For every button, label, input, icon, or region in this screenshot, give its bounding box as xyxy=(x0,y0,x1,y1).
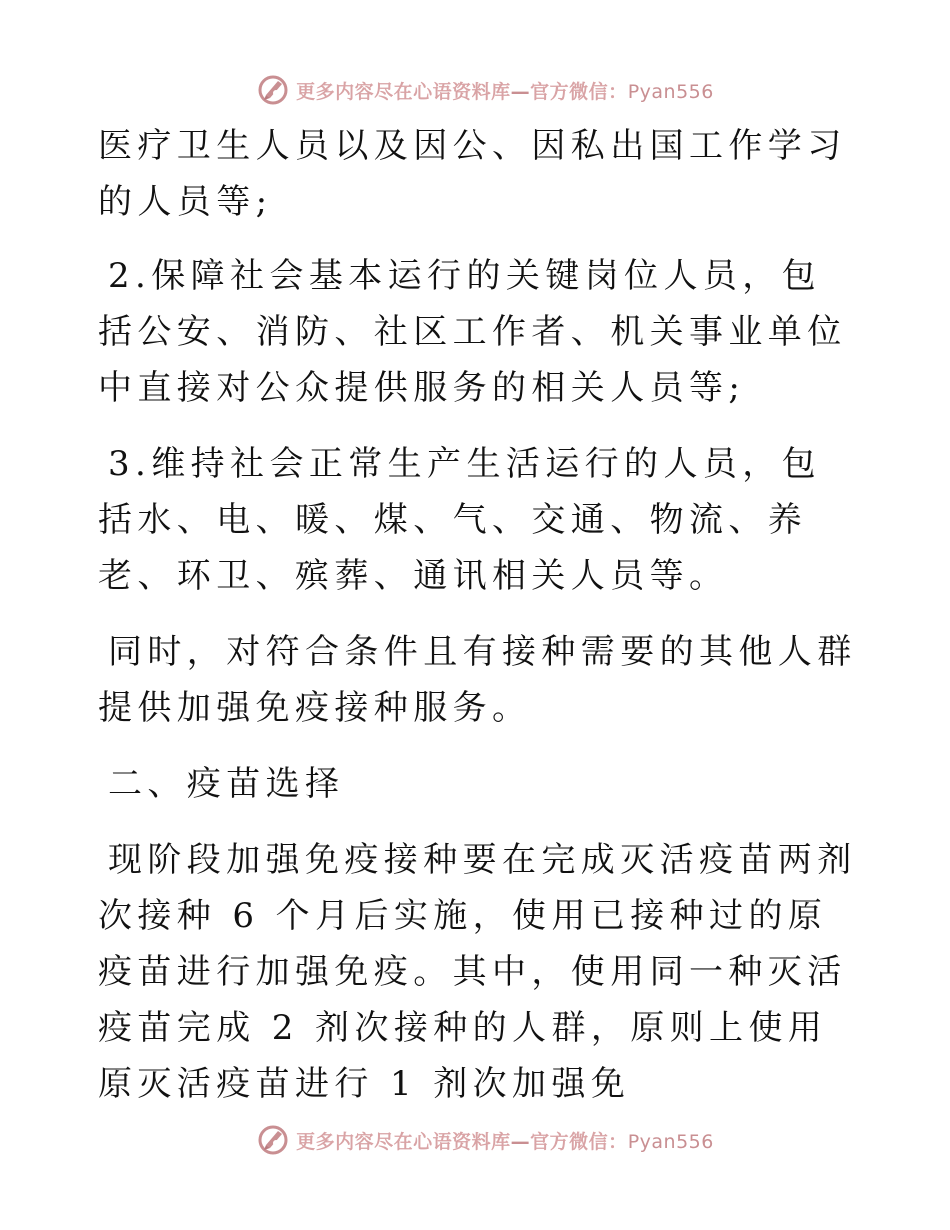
header-watermark-banner xyxy=(0,70,950,110)
paragraph-4: 同时，对符合条件且有接种需要的其他人群提供加强免疫接种服务。 xyxy=(98,632,857,728)
banner-wechat-id: Pyan556 xyxy=(627,80,714,103)
banner-main-text: 更多内容尽在心语资料库 xyxy=(296,80,511,103)
banner-text xyxy=(296,1127,714,1154)
banner-separator: — xyxy=(510,80,531,103)
banner-wechat-label: 官方微信： xyxy=(530,80,628,103)
paragraph-2: 2.保障社会基本运行的关键岗位人员，包括公安、消防、社区工作者、机关事业单位中直接对公众提供服务的相关人员等; xyxy=(98,256,847,408)
paragraph-1: 医疗卫生人员以及因公、因私出国工作学习的人员等; xyxy=(98,126,847,222)
banner-wechat-label: 官方微信： xyxy=(530,1130,628,1153)
banner-separator: — xyxy=(510,1130,531,1153)
banner-wechat-id: Pyan556 xyxy=(627,1130,714,1153)
banner-inner xyxy=(256,73,714,107)
banner-main-text: 更多内容尽在心语资料库 xyxy=(296,1130,511,1153)
section-heading: 二、疫苗选择 xyxy=(108,764,345,804)
banner-text xyxy=(296,77,714,104)
pen-logo-icon xyxy=(256,73,290,107)
footer-watermark-banner xyxy=(0,1120,950,1160)
paragraph-5: 现阶段加强免疫接种要在完成灭活疫苗两剂次接种 6 个月后实施，使用已接种过的原疫苗进行加强免疫。其中，使用同一种灭活疫苗完成 2 剂次接种的人群，原则上使用原灭活疫苗进行 1 剂次加强免 xyxy=(98,840,857,1104)
paragraph-3: 3.维持社会正常生产生活运行的人员，包括水、电、暖、煤、气、交通、物流、养老、环卫、殡葬、通讯相关人员等。 xyxy=(98,444,822,596)
document-body xyxy=(98,118,858,1132)
pen-logo-icon xyxy=(256,1123,290,1157)
banner-inner xyxy=(256,1123,714,1157)
